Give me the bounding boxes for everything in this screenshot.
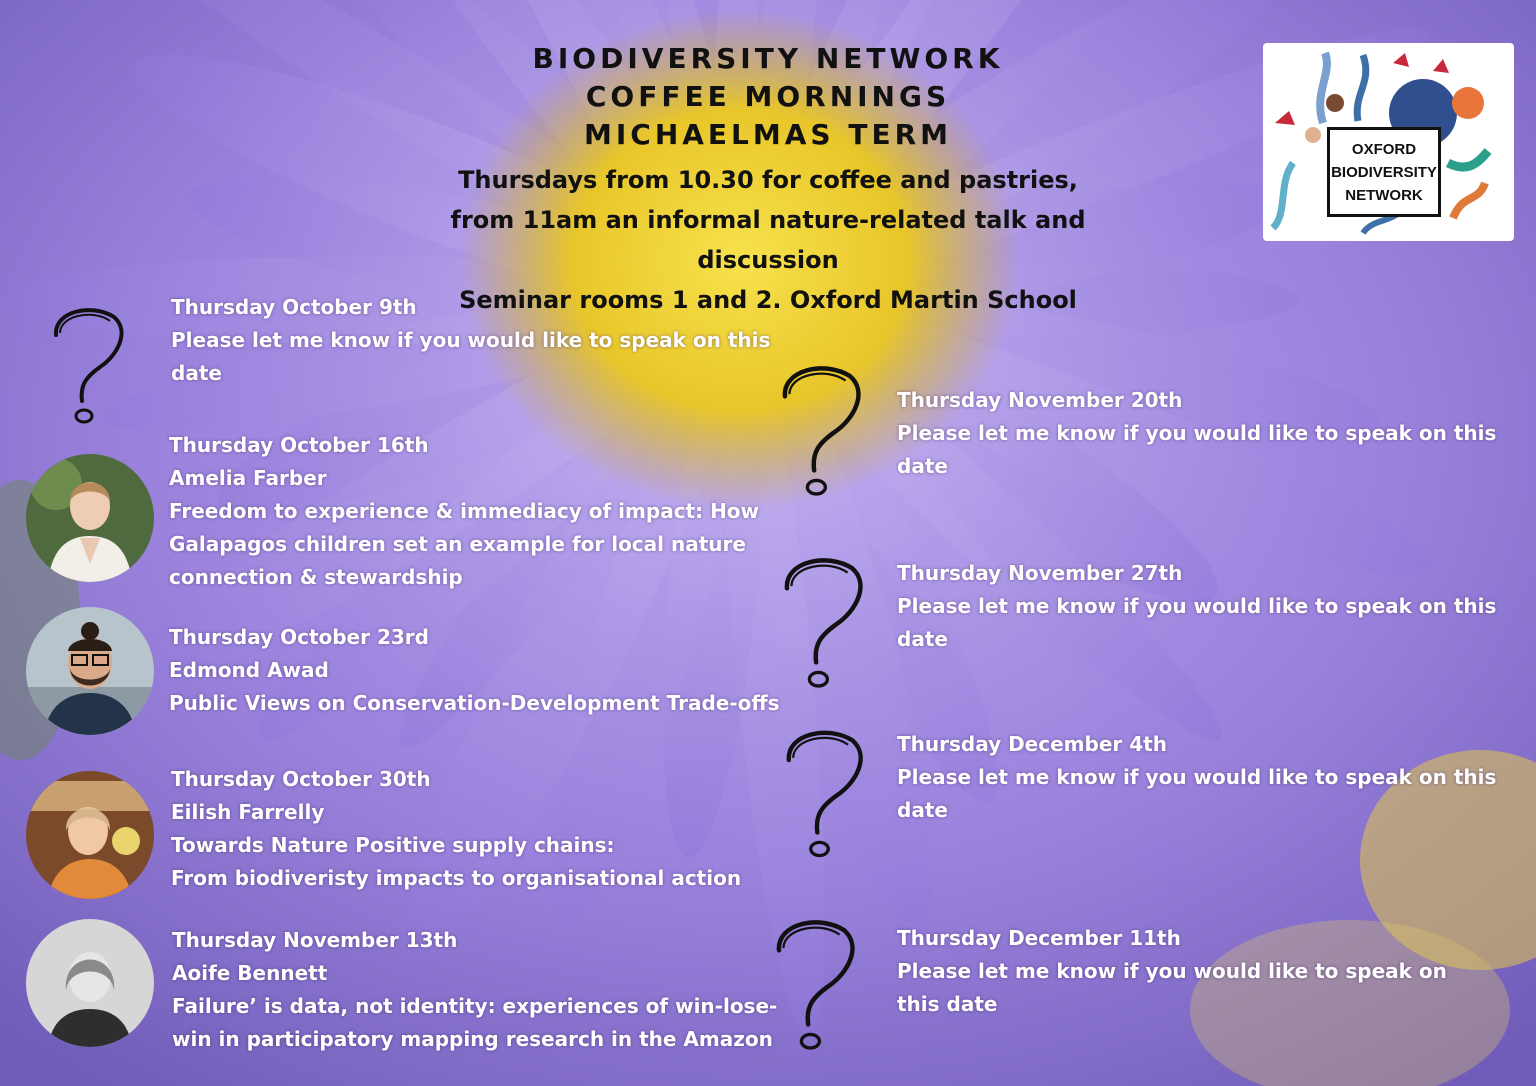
event-date: Thursday October 9th [171,295,417,319]
talk-title: Failure’ is data, not identity: experiences of win-lose- [172,994,778,1018]
schedule-info: Thursdays from 10.30 for coffee and pastries, [458,166,1078,194]
talk-title: Freedom to experience & immediacy of impact: How [169,499,760,523]
event-date: Thursday October 16th [169,433,429,457]
talk-title: Galapagos children set an example for local nature [169,532,746,556]
event-header [384,40,1152,320]
event-description: Please let me know if you would like to speak on this [897,594,1497,618]
event-date: Thursday December 4th [897,732,1167,756]
page-title: COFFEE MORNINGS [585,80,951,113]
event-nov-13 [172,924,777,1056]
event-date: Thursday November 13th [172,928,458,952]
event-date: Thursday October 23rd [169,625,429,649]
event-date: Thursday November 27th [897,561,1183,585]
logo-text-box [1327,127,1441,217]
person-photo-icon [26,454,154,582]
event-description: this date [897,992,998,1016]
question-mark-icon [770,914,862,1054]
talk-title: Public Views on Conservation-Development Trade-offs [169,691,780,715]
venue-info: Seminar rooms 1 and 2. Oxford Martin School [459,286,1077,314]
talk-title: connection & stewardship [169,565,463,589]
event-description: Please let me know if you would like to speak on this [897,421,1497,445]
event-oct-30 [171,763,741,895]
page-title: MICHAELMAS TERM [584,118,952,151]
event-description: date [897,627,948,651]
event-oct-16 [169,429,759,594]
talk-title: win in participatory mapping research in the Amazon [172,1027,773,1051]
question-mark-icon [778,552,870,692]
schedule-info: from 11am an informal nature-related talk and discussion [450,206,1086,274]
logo-text: OXFORD [1351,140,1417,158]
speaker-photo-aoife-bennett [26,919,154,1047]
event-description: Please let me know if you would like to speak on [897,959,1447,983]
question-mark-icon [776,360,868,500]
event-description: date [171,361,222,385]
oxford-biodiversity-network-logo [1263,43,1514,241]
event-date: Thursday October 30th [171,767,431,791]
speaker-photo-edmond-awad [26,607,154,735]
event-oct-9 [171,291,770,390]
speaker-name: Amelia Farber [169,466,327,490]
event-nov-20 [897,384,1496,483]
event-description: Please let me know if you would like to speak on this [897,765,1497,789]
speaker-photo-amelia-farber [26,454,154,582]
event-oct-23 [169,621,779,720]
question-mark-icon [48,303,130,427]
event-description: Please let me know if you would like to speak on this [171,328,771,352]
event-description: date [897,454,948,478]
event-description: date [897,798,948,822]
event-dec-11 [897,922,1447,1021]
person-photo-icon [26,607,154,735]
logo-text: NETWORK [1345,186,1423,204]
speaker-name: Aoife Bennett [172,961,328,985]
talk-title: Towards Nature Positive supply chains: [171,833,615,857]
talk-title: From biodiveristy impacts to organisational action [171,866,742,890]
person-photo-icon [26,919,154,1047]
event-date: Thursday December 11th [897,926,1181,950]
speaker-photo-eilish-farrelly [26,771,154,899]
speaker-name: Eilish Farrelly [171,800,325,824]
event-date: Thursday November 20th [897,388,1183,412]
person-photo-icon [26,771,154,899]
event-nov-27 [897,557,1496,656]
speaker-name: Edmond Awad [169,658,329,682]
page-title: BIODIVERSITY NETWORK [532,42,1004,75]
logo-text: BIODIVERSITY [1331,163,1437,181]
event-dec-4 [897,728,1496,827]
question-mark-icon [780,725,870,861]
